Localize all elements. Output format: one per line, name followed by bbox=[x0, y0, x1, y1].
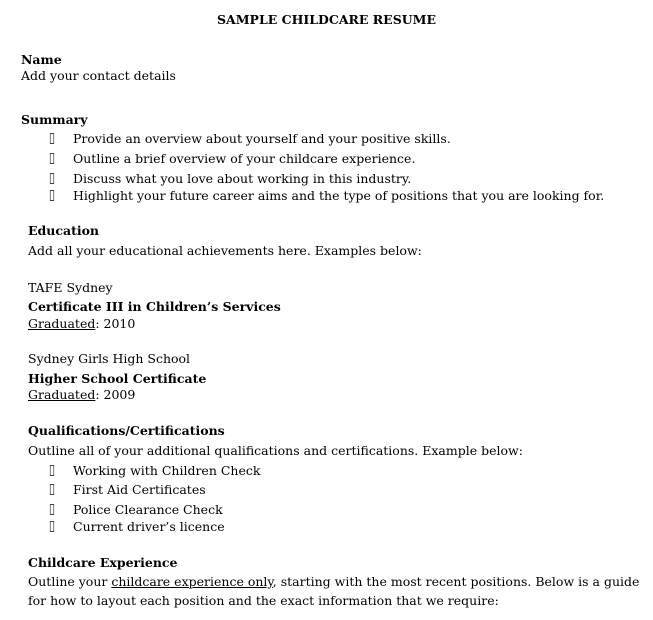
education-heading: Education bbox=[28, 223, 100, 238]
qualifications-heading: Qualifications/Certifications bbox=[28, 423, 225, 438]
experience-heading: Childcare Experience bbox=[28, 555, 178, 570]
bullet-icon bbox=[50, 504, 54, 515]
education-school: Sydney Girls High School bbox=[28, 351, 191, 366]
experience-text-line2: for how to layout each position and the exact information that we require: bbox=[28, 593, 499, 608]
bullet-icon bbox=[50, 465, 54, 476]
summary-item: Outline a brief overview of your childcare experience. bbox=[49, 151, 415, 166]
bullet-icon bbox=[50, 133, 54, 144]
qualification-item: Current driver’s licence bbox=[49, 519, 225, 534]
qualification-item: First Aid Certificates bbox=[49, 482, 206, 497]
summary-item: Discuss what you love about working in this industry. bbox=[49, 171, 411, 186]
summary-heading: Summary bbox=[21, 112, 88, 127]
document-title: SAMPLE CHILDCARE RESUME bbox=[217, 12, 436, 27]
education-graduated: Graduated: 2009 bbox=[28, 387, 136, 402]
experience-text-line1: Outline your childcare experience only, starting with the most recent positions. Below is a guide bbox=[28, 574, 640, 589]
qualification-item: Working with Children Check bbox=[49, 463, 260, 478]
education-qualification: Higher School Certificate bbox=[28, 371, 207, 386]
education-school: TAFE Sydney bbox=[28, 280, 113, 295]
bullet-icon bbox=[50, 484, 54, 495]
bullet-icon bbox=[50, 173, 54, 184]
education-graduated: Graduated: 2010 bbox=[28, 316, 136, 331]
bullet-icon bbox=[50, 190, 54, 201]
summary-item: Provide an overview about yourself and your positive skills. bbox=[49, 131, 451, 146]
qualification-item: Police Clearance Check bbox=[49, 502, 223, 517]
summary-item: Highlight your future career aims and the type of positions that you are looking for. bbox=[49, 188, 604, 203]
qualifications-intro: Outline all of your additional qualifications and certifications. Example below: bbox=[28, 443, 523, 458]
education-intro: Add all your educational achievements here. Examples below: bbox=[28, 243, 422, 258]
name-text: Add your contact details bbox=[21, 68, 176, 83]
bullet-icon bbox=[50, 521, 54, 532]
name-heading: Name bbox=[21, 52, 62, 67]
bullet-icon bbox=[50, 153, 54, 164]
education-qualification: Certificate III in Children’s Services bbox=[28, 299, 281, 314]
